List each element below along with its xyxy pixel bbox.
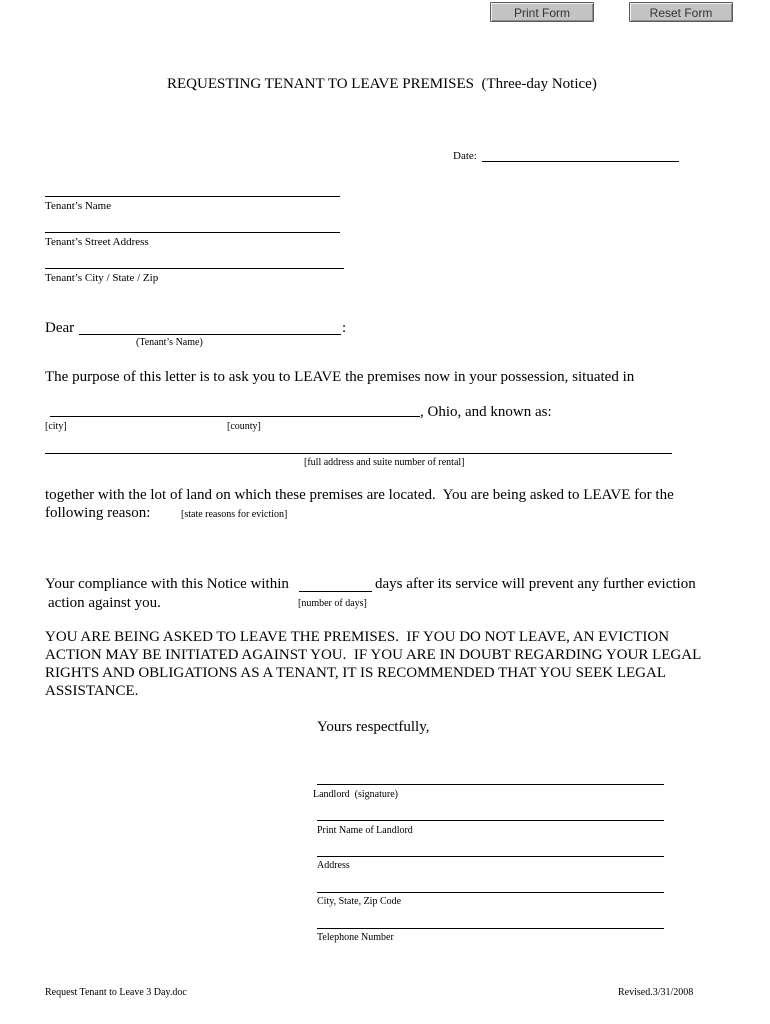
- warning-line-2: ACTION MAY BE INITIATED AGAINST YOU. IF YOU ARE IN DOUBT REGARDING YOUR LEGAL: [45, 647, 702, 663]
- city-hint: [city]: [45, 421, 67, 432]
- footer-filename: Request Tenant to Leave 3 Day.doc: [45, 987, 187, 998]
- landlord-name-line: [317, 820, 664, 821]
- warning-line-1: YOU ARE BEING ASKED TO LEAVE THE PREMISES. IF YOU DO NOT LEAVE, AN EVICTION: [45, 629, 670, 645]
- tenant-name-label: Tenant’s Name: [45, 200, 112, 212]
- ohio-text: , Ohio, and known as:: [420, 404, 552, 420]
- closing-text: Yours respectfully,: [317, 719, 430, 735]
- warning-line-4: ASSISTANCE.: [45, 683, 139, 699]
- purpose-text: The purpose of this letter is to ask you to LEAVE the premises now in your possession, situated in: [45, 369, 635, 385]
- landlord-city-line: [317, 892, 664, 893]
- rental-address-line: [45, 453, 672, 454]
- date-label: Date:: [453, 150, 477, 162]
- landlord-address-label: Address: [317, 860, 350, 871]
- county-hint: [county]: [227, 421, 261, 432]
- tenant-city-label: Tenant’s City / State / Zip: [45, 272, 159, 284]
- page-title: REQUESTING TENANT TO LEAVE PREMISES (Three-day Notice): [167, 76, 597, 92]
- footer-revised: Revised.3/31/2008: [618, 987, 694, 998]
- eviction-reason-field[interactable]: [45, 524, 729, 572]
- dear-line: [79, 334, 341, 335]
- landlord-phone-label: Telephone Number: [317, 932, 394, 943]
- print-form-button[interactable]: Print Form: [490, 2, 594, 22]
- tenant-street-label: Tenant’s Street Address: [45, 236, 149, 248]
- number-of-days-line: [299, 591, 372, 592]
- landlord-phone-line: [317, 928, 664, 929]
- reset-form-button[interactable]: Reset Form: [629, 2, 733, 22]
- city-county-line: [50, 416, 420, 417]
- reason-text-line2: following reason:: [45, 505, 151, 521]
- landlord-city-label: City, State, Zip Code: [317, 896, 402, 907]
- tenant-city-line: [45, 268, 344, 269]
- dear-label: Dear: [45, 320, 75, 336]
- date-line: [482, 161, 679, 162]
- reason-hint: [state reasons for eviction]: [181, 509, 288, 520]
- tenant-street-line: [45, 232, 340, 233]
- dear-colon: :: [342, 320, 347, 336]
- landlord-signature-line: [317, 784, 664, 785]
- compliance-text-part1: Your compliance with this Notice within: [45, 576, 289, 592]
- tenant-name-line: [45, 196, 340, 197]
- landlord-address-line: [317, 856, 664, 857]
- landlord-signature-label: Landlord (signature): [313, 789, 398, 800]
- reason-text-line1: together with the lot of land on which these premises are located. You are being asked to LEAVE for the: [45, 487, 674, 503]
- compliance-text-part2: days after its service will prevent any further eviction: [375, 576, 696, 592]
- rental-address-hint: [full address and suite number of rental]: [304, 457, 465, 468]
- warning-line-3: RIGHTS AND OBLIGATIONS AS A TENANT, IT IS RECOMMENDED THAT YOU SEEK LEGAL: [45, 665, 666, 681]
- landlord-name-label: Print Name of Landlord: [317, 825, 413, 836]
- dear-sub-label: (Tenant’s Name): [136, 337, 203, 348]
- compliance-text-line2: action against you.: [48, 595, 161, 611]
- number-of-days-hint: [number of days]: [298, 598, 367, 609]
